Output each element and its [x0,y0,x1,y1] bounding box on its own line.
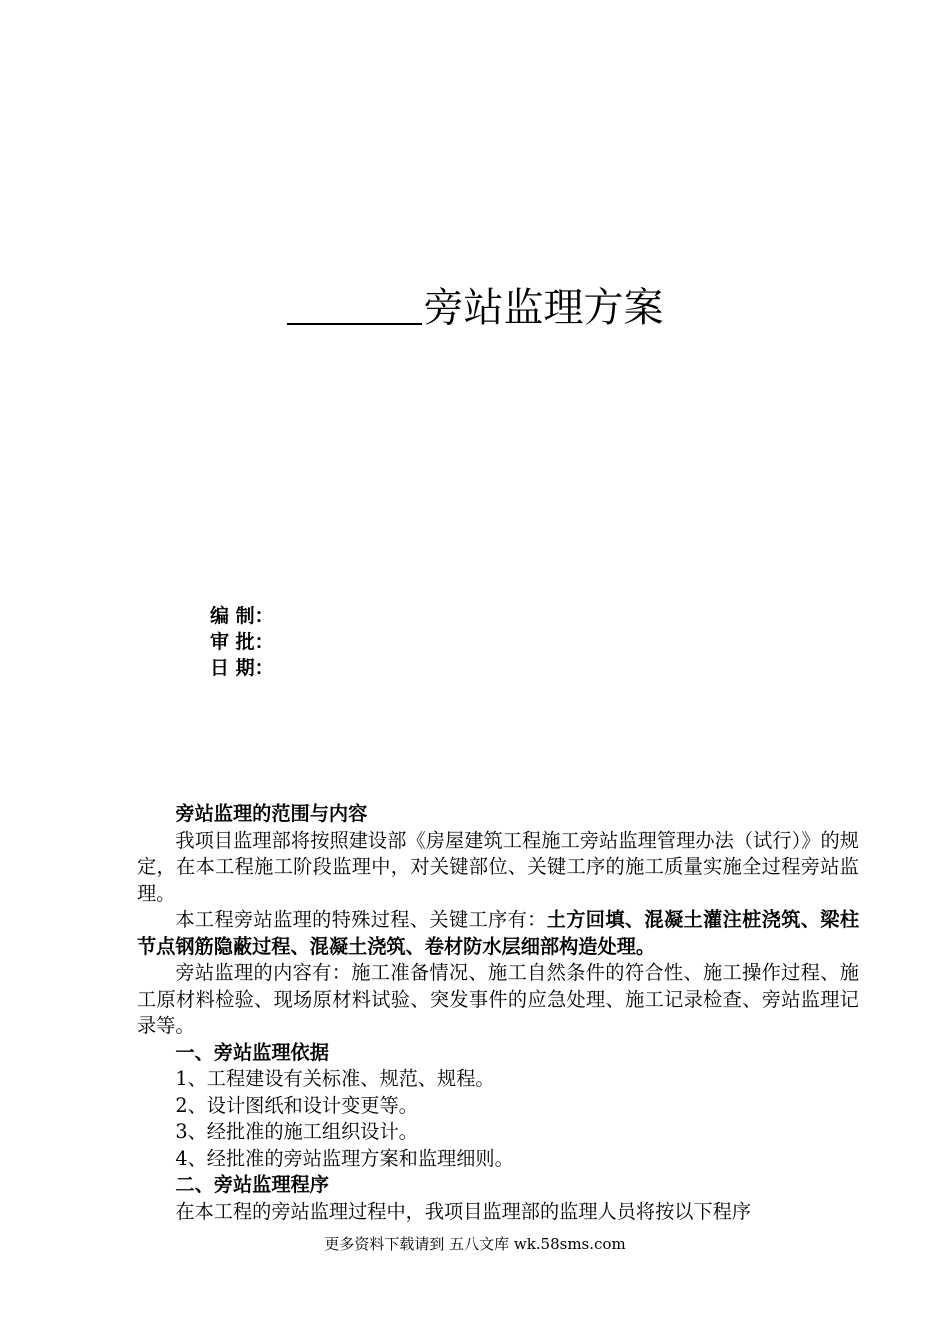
paragraph-2-prefix: 本工程旁站监理的特殊过程、关键工序有： [175,908,547,931]
basis-item-2: 2、设计图纸和设计变更等。 [175,1093,418,1117]
paragraph-2 [137,907,859,960]
meta-approved-by: 审 批： [210,631,274,653]
heading-procedure: 二、旁站监理程序 [175,1173,329,1196]
meta-date: 日 期： [210,657,274,679]
section-title: 旁站监理的范围与内容 [175,802,368,825]
title-text: 旁站监理方案 [423,285,664,331]
paragraph-2-key-processes: 土方回填、混凝土灌注桩浇筑、梁柱节点钢筋隐蔽过程、混凝土浇筑、卷材防水层细部构造处理。 [137,908,860,958]
meta-compiled-by: 编 制： [210,605,274,627]
heading-basis: 一、旁站监理依据 [175,1040,329,1064]
basis-item-3: 3、经批准的施工组织设计。 [175,1120,418,1143]
document-title [0,282,950,334]
signature-block [210,603,274,681]
basis-item-1: 1、工程建设有关标准、规范、规程。 [175,1067,495,1090]
basis-item-4: 4、经批准的旁站监理方案和监理细则。 [175,1146,514,1170]
page-footer: 更多资料下载请到 五八文库 wk.58sms.com [324,1235,626,1253]
paragraph-4: 在本工程的旁站监理过程中，我项目监理部的监理人员将按以下程序 [175,1199,752,1223]
title-blank-underline [287,283,422,325]
paragraph-3: 旁站监理的内容有：施工准备情况、施工自然条件的符合性、施工操作过程、施工原材料检验、现场原材料试验、突发事件的应急处理、施工记录检查、旁站监理记录等。 [137,961,859,1037]
document-body [137,801,859,1225]
paragraph-1: 我项目监理部将按照建设部《房屋建筑工程施工旁站监理管理办法（试行）》的规定，在本工程施工阶段监理中，对关键部位、关键工序的施工质量实施全过程旁站监理。 [137,828,859,905]
